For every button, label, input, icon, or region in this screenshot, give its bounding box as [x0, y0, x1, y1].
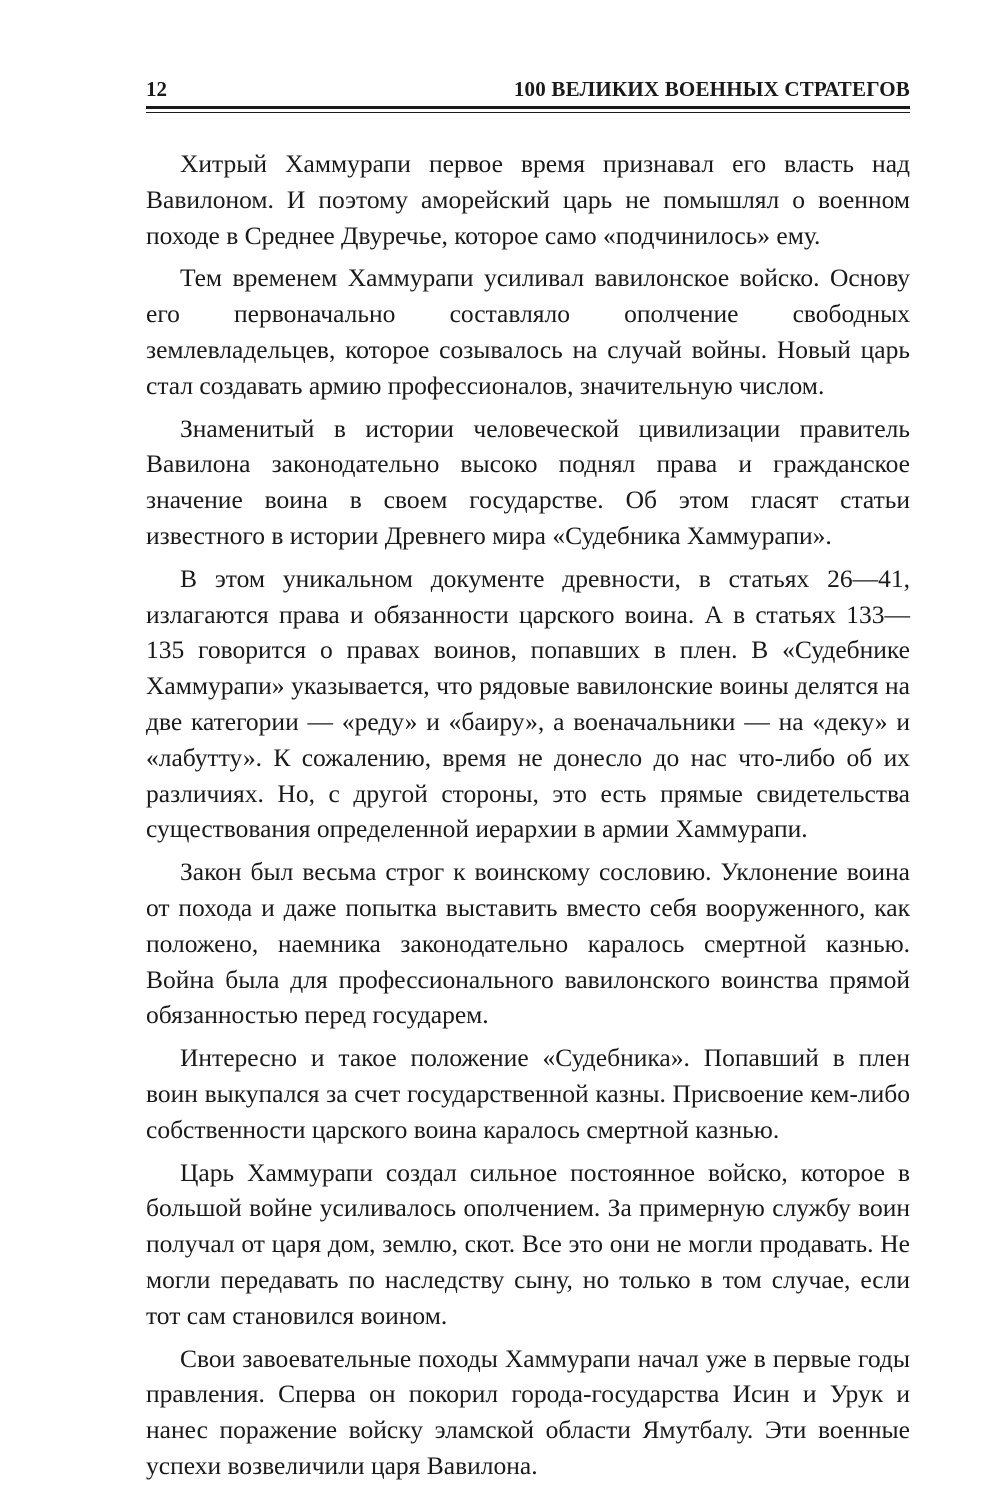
paragraph: Интересно и такое положение «Судебника». Попавший в плен воин выкупался за счет государственной казны. Присвоение кем-либо собственности царского воина каралось смертной казнью. [146, 1043, 910, 1144]
paragraph: Тем временем Хаммурапи усиливал вавилонское войско. Основу его первоначально составляло ополчение свободных землевладельцев, которое созывалось на случай войны. Новый царь стал создавать армию профессионалов, значительную числом. [146, 263, 910, 400]
running-title: 100 ВЕЛИКИХ ВОЕННЫХ СТРАТЕГОВ [513, 77, 910, 101]
header-rule-thin [146, 112, 910, 113]
paragraph: В этом уникальном документе древности, в статьях 26—41, излагаются права и обязанности царского воина. А в статьях 133—135 говорится о правах воинов, попавших в плен. В «Судебнике Хаммурапи» указывается, что рядовые вавилонские воины делятся на две категории — «реду» и «баиру», а военачальники — на «деку» и «лабутту». К сожалению, время не донесло до нас что-либо об их различиях. Но, с другой стороны, это есть прямые свидетельства существования определенной иерархии в армии Хаммурапи. [146, 563, 910, 844]
page-number: 12 [146, 77, 167, 101]
paragraph: Закон был весьма строг к воинскому сословию. Уклонение воина от похода и даже попытка выставить вместо себя вооруженного, как положено, наемника законодательно каралось смертной казнью. Война была для профессионального вавилонского воинства прямой обязанностью перед государем. [146, 857, 910, 1030]
paragraph: Знаменитый в истории человеческой цивилизации правитель Вавилона законодательно высоко поднял права и гражданское значение воина в своем государстве. Об этом гласят статьи известного в истории Древнего мира «Судебника Хаммурапи». [146, 413, 910, 550]
header-rule-thick [146, 106, 910, 109]
body-text [146, 146, 910, 1491]
paragraph: Хитрый Хаммурапи первое время признавал его власть над Вавилоном. И поэтому аморейский царь не помышлял о военном походе в Среднее Двуречье, которое само «подчинилось» ему. [146, 149, 910, 250]
page-header [146, 72, 910, 106]
paragraph: Свои завоевательные походы Хаммурапи начал уже в первые годы правления. Сперва он покорил города-государства Исин и Урук и нанес поражение войску эламской области Ямутбалу. Эти военные успехи возвеличили царя Вавилона. [146, 1343, 910, 1480]
paragraph: Царь Хаммурапи создал сильное постоянное войско, которое в большой войне усиливалось ополчением. За примерную службу воин получал от царя дом, землю, скот. Все это они не могли продавать. Не могли передавать по наследству сыну, но только в том случае, если тот сам становился воином. [146, 1157, 910, 1330]
